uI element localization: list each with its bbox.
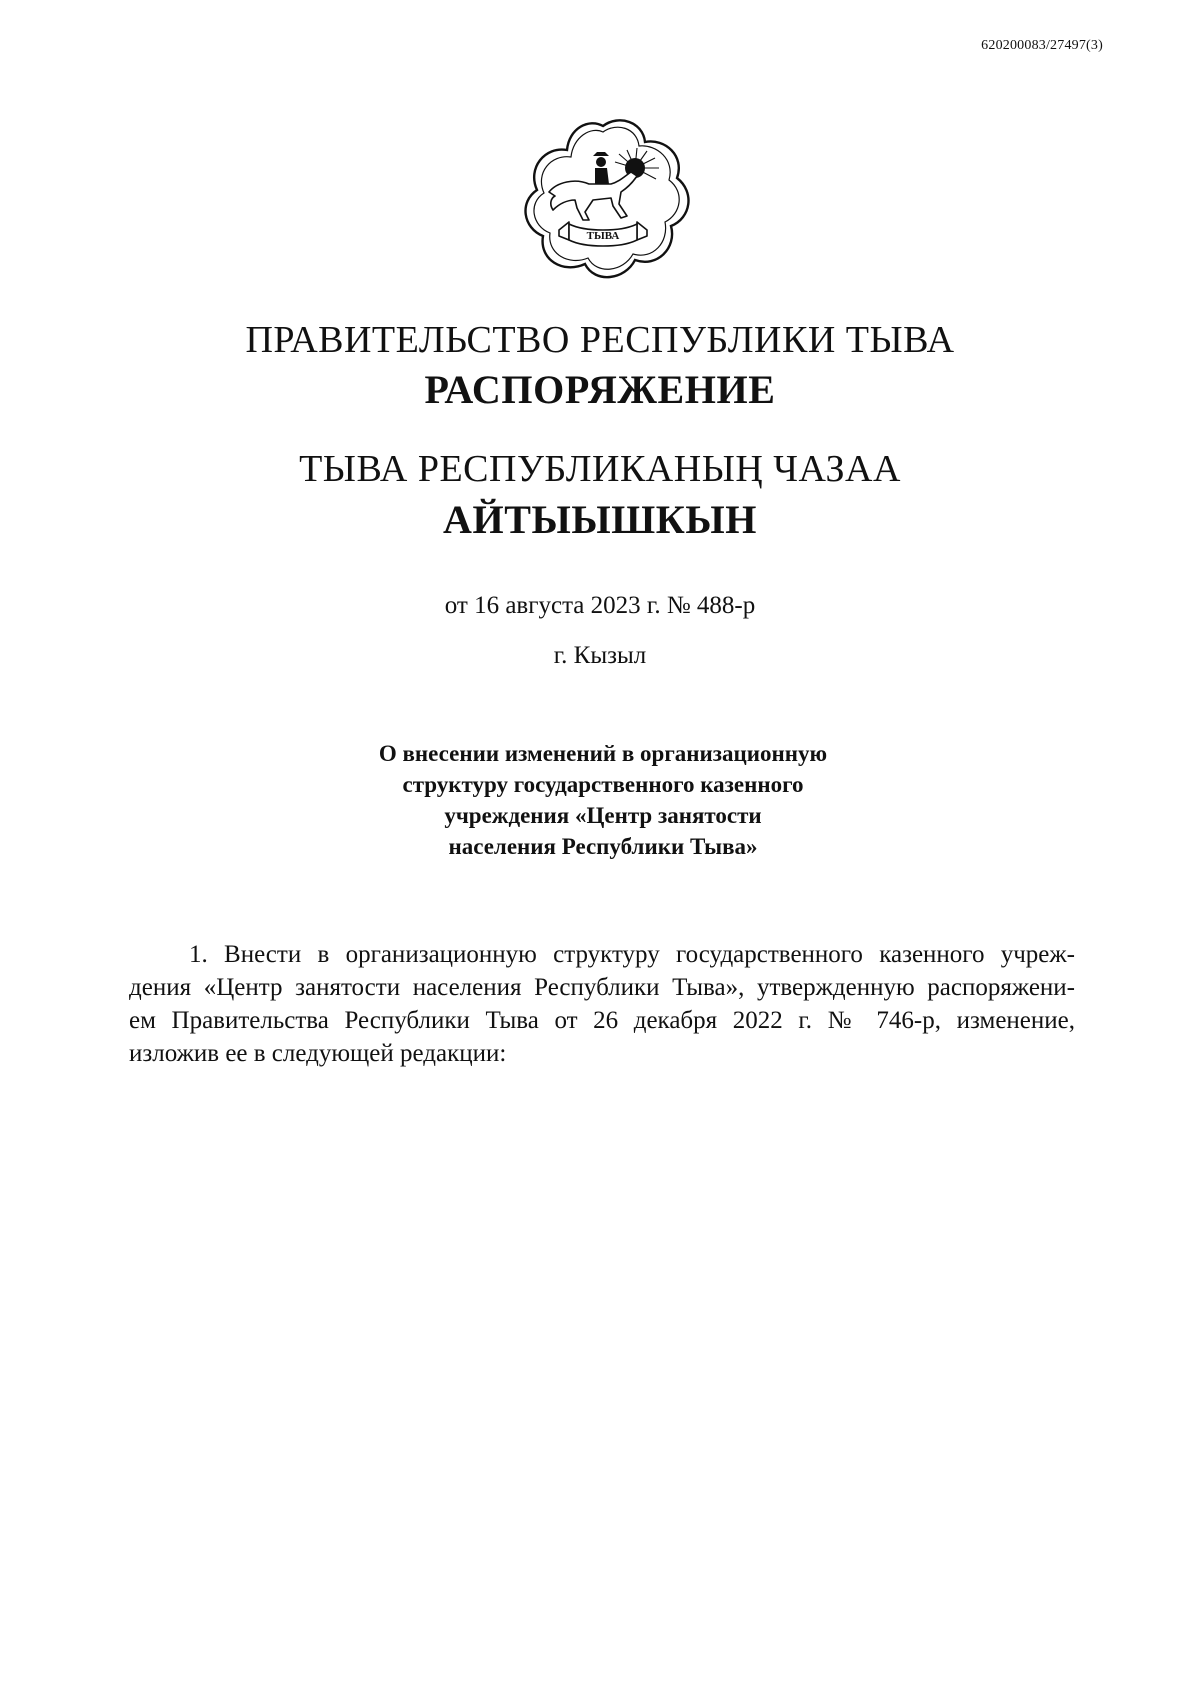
order-body-paragraph-1 — [129, 938, 1075, 1070]
order-subject — [300, 738, 906, 862]
emblem-ribbon-text: ТЫВА — [586, 230, 620, 242]
order-city: г. Кызыл — [553, 642, 647, 669]
subject-line: учреждения «Центр занятости — [444, 803, 762, 828]
body-line: изложив ее в следующей редакции: — [129, 1040, 507, 1067]
subject-line: О внесении изменений в организационную — [378, 741, 828, 766]
tuva-coat-of-arms-icon — [515, 112, 691, 288]
subject-line: структуру государственного казенного — [402, 772, 804, 797]
order-date-number: от 16 августа 2023 г. № 488-р — [444, 592, 756, 619]
order-title-ru: РАСПОРЯЖЕНИЕ — [424, 367, 776, 412]
body-line: 1. Внести в организационную структуру государственного казенного учреж- — [189, 941, 1075, 968]
subject-line: населения Республики Тыва» — [448, 834, 758, 859]
document-registration-code: 620200083/27497(3) — [981, 38, 1103, 53]
body-line: дения «Центр занятости населения Республики Тыва», утвержденную распоряжени- — [129, 974, 1075, 1001]
government-title-tyv: ТЫВА РЕСПУБЛИКАНЫҢ ЧАЗАА — [299, 448, 901, 490]
government-title-ru: ПРАВИТЕЛЬСТВО РЕСПУБЛИКИ ТЫВА — [245, 319, 955, 361]
body-line: ем Правительства Республики Тыва от 26 декабря 2022 г. № 746-р, изменение, — [129, 1007, 1075, 1034]
order-title-tyv: АЙТЫЫШКЫН — [443, 497, 757, 542]
